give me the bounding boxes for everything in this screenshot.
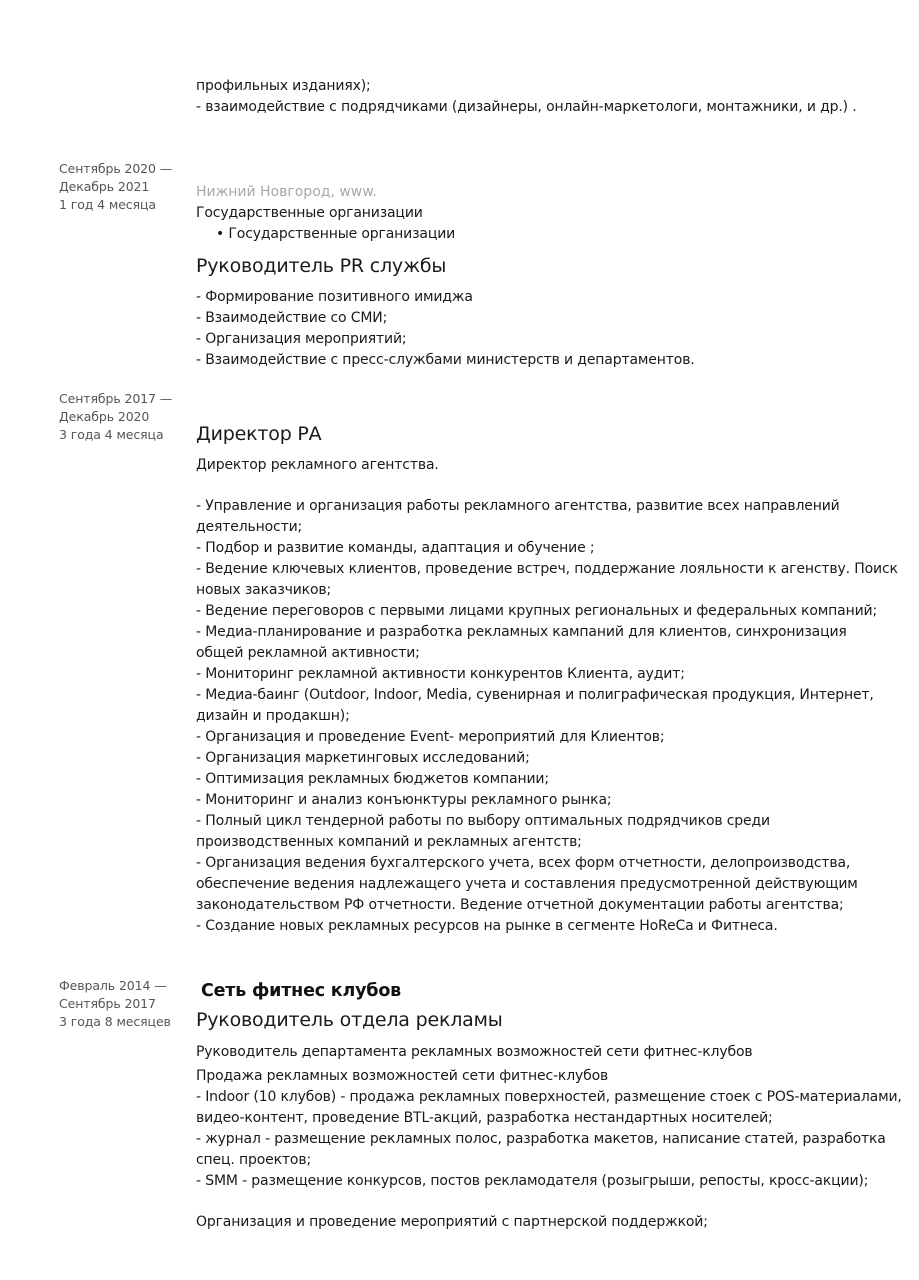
- duty-line: - Организация маркетинговых исследований;: [196, 750, 530, 766]
- job-duties: [196, 496, 898, 937]
- period-end: Декабрь 2021: [59, 179, 150, 194]
- period-end: Декабрь 2020: [59, 409, 150, 424]
- duty-line: Продажа рекламных возможностей сети фитнес-клубов: [196, 1068, 609, 1084]
- company-name: Сеть фитнес клубов: [201, 981, 402, 1001]
- industry: Государственные организации: [196, 205, 423, 221]
- duty-line: - Полный цикл тендерной работы по выбору оптимальных подрядчиков среди: [196, 813, 770, 829]
- duty-line: общей рекламной активности;: [196, 645, 420, 661]
- duty-line: деятельности;: [196, 519, 303, 535]
- company-location: Нижний Новгород, www.: [196, 184, 377, 200]
- duty-line: обеспечение ведения надлежащего учета и составления предусмотренной действующим: [196, 876, 858, 892]
- job-summary: Директор рекламного агентства.: [196, 457, 439, 473]
- duty-line: новых заказчиков;: [196, 582, 332, 598]
- duty-line: - Indoor (10 клубов) - продажа рекламных поверхностей, размещение стоек с POS-материалами,: [196, 1089, 902, 1105]
- period-start: Сентябрь 2017 —: [59, 391, 173, 406]
- duty-line: - Организация мероприятий;: [196, 331, 407, 347]
- position-title: Руководитель отдела рекламы: [196, 1009, 503, 1031]
- duty-line: - Организация ведения бухгалтерского учета, всех форм отчетности, делопроизводства,: [196, 855, 851, 871]
- period-end: Сентябрь 2017: [59, 996, 156, 1011]
- duty-line: производственных компаний и рекламных агентств;: [196, 834, 582, 850]
- duty-line: - Взаимодействие со СМИ;: [196, 310, 388, 326]
- job-company-info: [196, 182, 455, 245]
- duty-line: - журнал - размещение рекламных полос, разработка макетов, написание статей, разработка: [196, 1131, 886, 1147]
- text-line: - взаимодействие с подрядчиками (дизайнеры, онлайн-маркетологи, монтажники, и др.) .: [196, 99, 857, 115]
- duty-line: законодательством РФ отчетности. Ведение отчетной документации работы агентства;: [196, 897, 844, 913]
- duty-line: - SMM - размещение конкурсов, постов рекламодателя (розыгрыши, репосты, кросс-акции);: [196, 1173, 869, 1189]
- duty-line: - Подбор и развитие команды, адаптация и обучение ;: [196, 540, 595, 556]
- position-title: Руководитель PR службы: [196, 255, 447, 277]
- text-line: профильных изданиях);: [196, 78, 371, 94]
- duty-line: - Оптимизация рекламных бюджетов компании;: [196, 771, 549, 787]
- period-duration: 1 год 4 месяца: [59, 197, 156, 212]
- duty-line: - Ведение ключевых клиентов, проведение встреч, поддержание лояльности к агенству. Поиск: [196, 561, 898, 577]
- period-duration: 3 года 8 месяцев: [59, 1014, 171, 1029]
- job-period: [59, 160, 172, 214]
- duty-line: спец. проектов;: [196, 1152, 312, 1168]
- job-period: [59, 390, 172, 444]
- period-start: Февраль 2014 —: [59, 978, 167, 993]
- duty-line: - Ведение переговоров с первыми лицами крупных региональных и федеральных компаний;: [196, 603, 878, 619]
- job-summary: Руководитель департамента рекламных возможностей сети фитнес-клубов: [196, 1044, 753, 1060]
- duty-line: - Создание новых рекламных ресурсов на рынке в сегменте HoReCa и Фитнеса.: [196, 918, 778, 934]
- job-duties: [196, 1066, 902, 1192]
- duty-line: дизайн и продакшн);: [196, 708, 350, 724]
- period-duration: 3 года 4 месяца: [59, 427, 164, 442]
- duty-line: - Медиа-планирование и разработка рекламных кампаний для клиентов, синхронизация: [196, 624, 847, 640]
- duty-line: - Мониторинг и анализ конъюнктуры рекламного рынка;: [196, 792, 612, 808]
- duty-line: - Формирование позитивного имиджа: [196, 289, 473, 305]
- job-closing-line: Организация и проведение мероприятий с партнерской поддержкой;: [196, 1214, 708, 1230]
- position-title: Директор РА: [196, 423, 322, 445]
- job-duties: [196, 287, 695, 371]
- duty-line: видео-контент, проведение BTL-акций, разработка нестандартных носителей;: [196, 1110, 773, 1126]
- job-period: [59, 977, 171, 1031]
- industry-bullet: • Государственные организации: [216, 226, 456, 242]
- duty-line: - Управление и организация работы рекламного агентства, развитие всех направлений: [196, 498, 840, 514]
- period-start: Сентябрь 2020 —: [59, 161, 173, 176]
- duty-line: - Мониторинг рекламной активности конкурентов Клиента, аудит;: [196, 666, 685, 682]
- duty-line: - Организация и проведение Event- мероприятий для Клиентов;: [196, 729, 665, 745]
- previous-job-tail: [196, 76, 857, 118]
- duty-line: - Взаимодействие с пресс-службами министерств и департаментов.: [196, 352, 695, 368]
- duty-line: - Медиа-баинг (Outdoor, Indoor, Media, сувенирная и полиграфическая продукция, Интернет,: [196, 687, 874, 703]
